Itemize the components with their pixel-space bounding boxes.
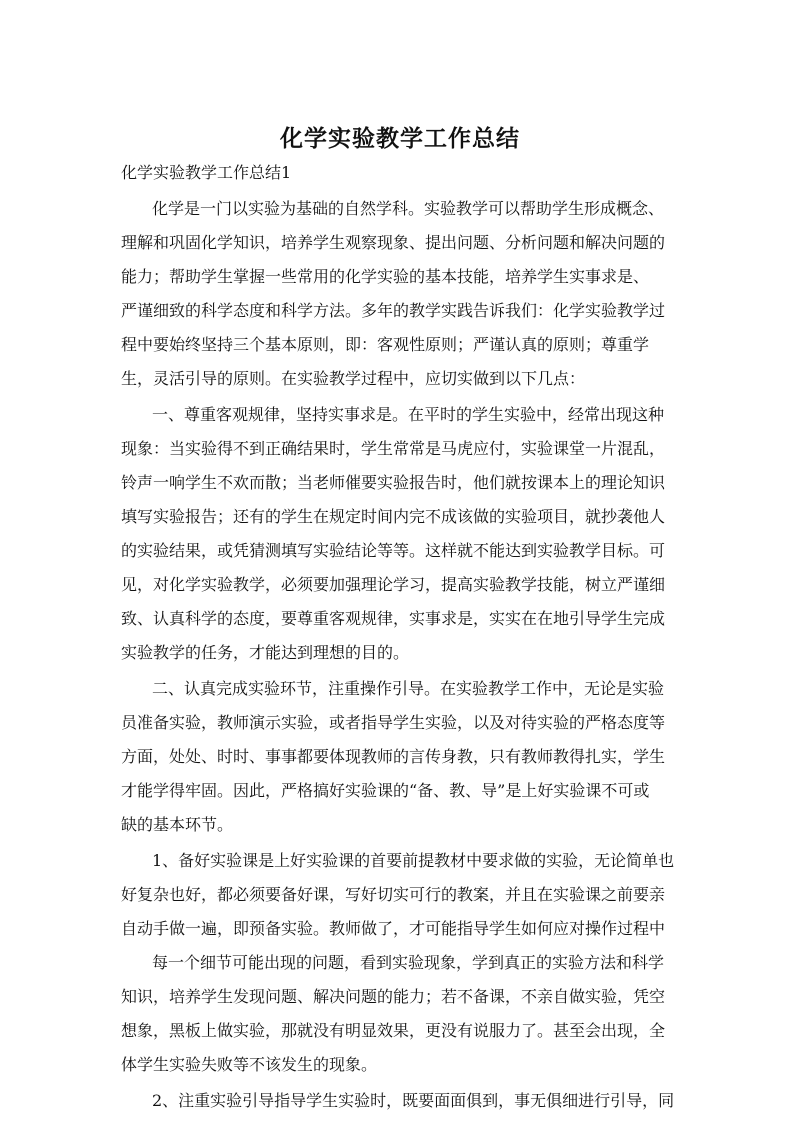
document-subtitle: 化学实验教学工作总结1 bbox=[121, 163, 292, 182]
text-line: 现象：当实验得不到正确结果时，学生常常是马虎应付，实验课堂一片混乱， bbox=[121, 439, 666, 458]
text-line: 铃声一响学生不欢而散；当老师催要实验报告时，他们就按课本上的理论知识 bbox=[121, 473, 666, 492]
text-line: 理解和巩固化学知识，培养学生观察现象、提出问题、分析问题和解决问题的 bbox=[121, 233, 666, 252]
text-line: 每一个细节可能出现的问题，看到实验现象，学到真正的实验方法和科学 bbox=[152, 953, 665, 972]
text-line: 好复杂也好，都必须要备好课，写好切实可行的教案，并且在实验课之前要亲 bbox=[121, 885, 666, 904]
text-line: 想象，黑板上做实验，那就没有明显效果，更没有说服力了。甚至会出现，全 bbox=[121, 1021, 666, 1040]
text-line: 知识，培养学生发现问题、解决问题的能力；若不备课，不亲自做实验，凭空 bbox=[121, 987, 666, 1006]
text-line: 填写实验报告；还有的学生在规定时间内完不成该做的实验项目，就抄袭他人 bbox=[121, 507, 666, 526]
text-line: 见，对化学实验教学，必须要加强理论学习，提高实验教学技能，树立严谨细 bbox=[121, 575, 666, 594]
document-title: 化学实验教学工作总结 bbox=[280, 126, 520, 152]
text-line: 方面，处处、时时、事事都要体现教师的言传身教，只有教师教得扎实，学生 bbox=[121, 747, 666, 766]
text-line: 致、认真科学的态度，要尊重客观规律，实事求是，实实在在地引导学生完成 bbox=[121, 609, 666, 628]
text-line: 严谨细致的科学态度和科学方法。多年的教学实践告诉我们：化学实验教学过 bbox=[121, 301, 666, 320]
text-line: 体学生实验失败等不该发生的现象。 bbox=[121, 1055, 378, 1074]
text-line: 自动手做一遍，即预备实验。教师做了，才可能指导学生如何应对操作过程中 bbox=[121, 919, 666, 938]
text-line: 2、注重实验引导指导学生实验时，既要面面俱到，事无俱细进行引导，同 bbox=[152, 1091, 675, 1110]
text-line: 二、认真完成实验环节，注重操作引导。在实验教学工作中，无论是实验 bbox=[152, 679, 665, 698]
text-line: 缺的基本环节。 bbox=[121, 815, 234, 834]
text-line: 1、备好实验课是上好实验课的首要前提教材中要求做的实验，无论简单也 bbox=[152, 851, 675, 870]
text-line: 实验教学的任务，才能达到理想的目的。 bbox=[121, 643, 410, 662]
text-line: 能力；帮助学生掌握一些常用的化学实验的基本技能，培养学生实事求是、 bbox=[121, 267, 650, 286]
text-line: 员准备实验，教师演示实验，或者指导学生实验，以及对待实验的严格态度等 bbox=[121, 713, 666, 732]
text-line: 生，灵活引导的原则。在实验教学过程中，应切实做到以下几点： bbox=[121, 369, 586, 388]
text-line: 才能学得牢固。因此，严格搞好实验课的“备、教、导”是上好实验课不可或 bbox=[121, 781, 650, 800]
text-line: 程中要始终坚持三个基本原则，即：客观性原则；严谨认真的原则；尊重学 bbox=[121, 335, 650, 354]
text-line: 的实验结果，或凭猜测填写实验结论等等。这样就不能达到实验教学目标。可 bbox=[121, 541, 666, 560]
text-line: 一、尊重客观规律，坚持实事求是。在平时的学生实验中，经常出现这种 bbox=[152, 405, 665, 424]
text-line: 化学是一门以实验为基础的自然学科。实验教学可以帮助学生形成概念、 bbox=[152, 199, 665, 218]
